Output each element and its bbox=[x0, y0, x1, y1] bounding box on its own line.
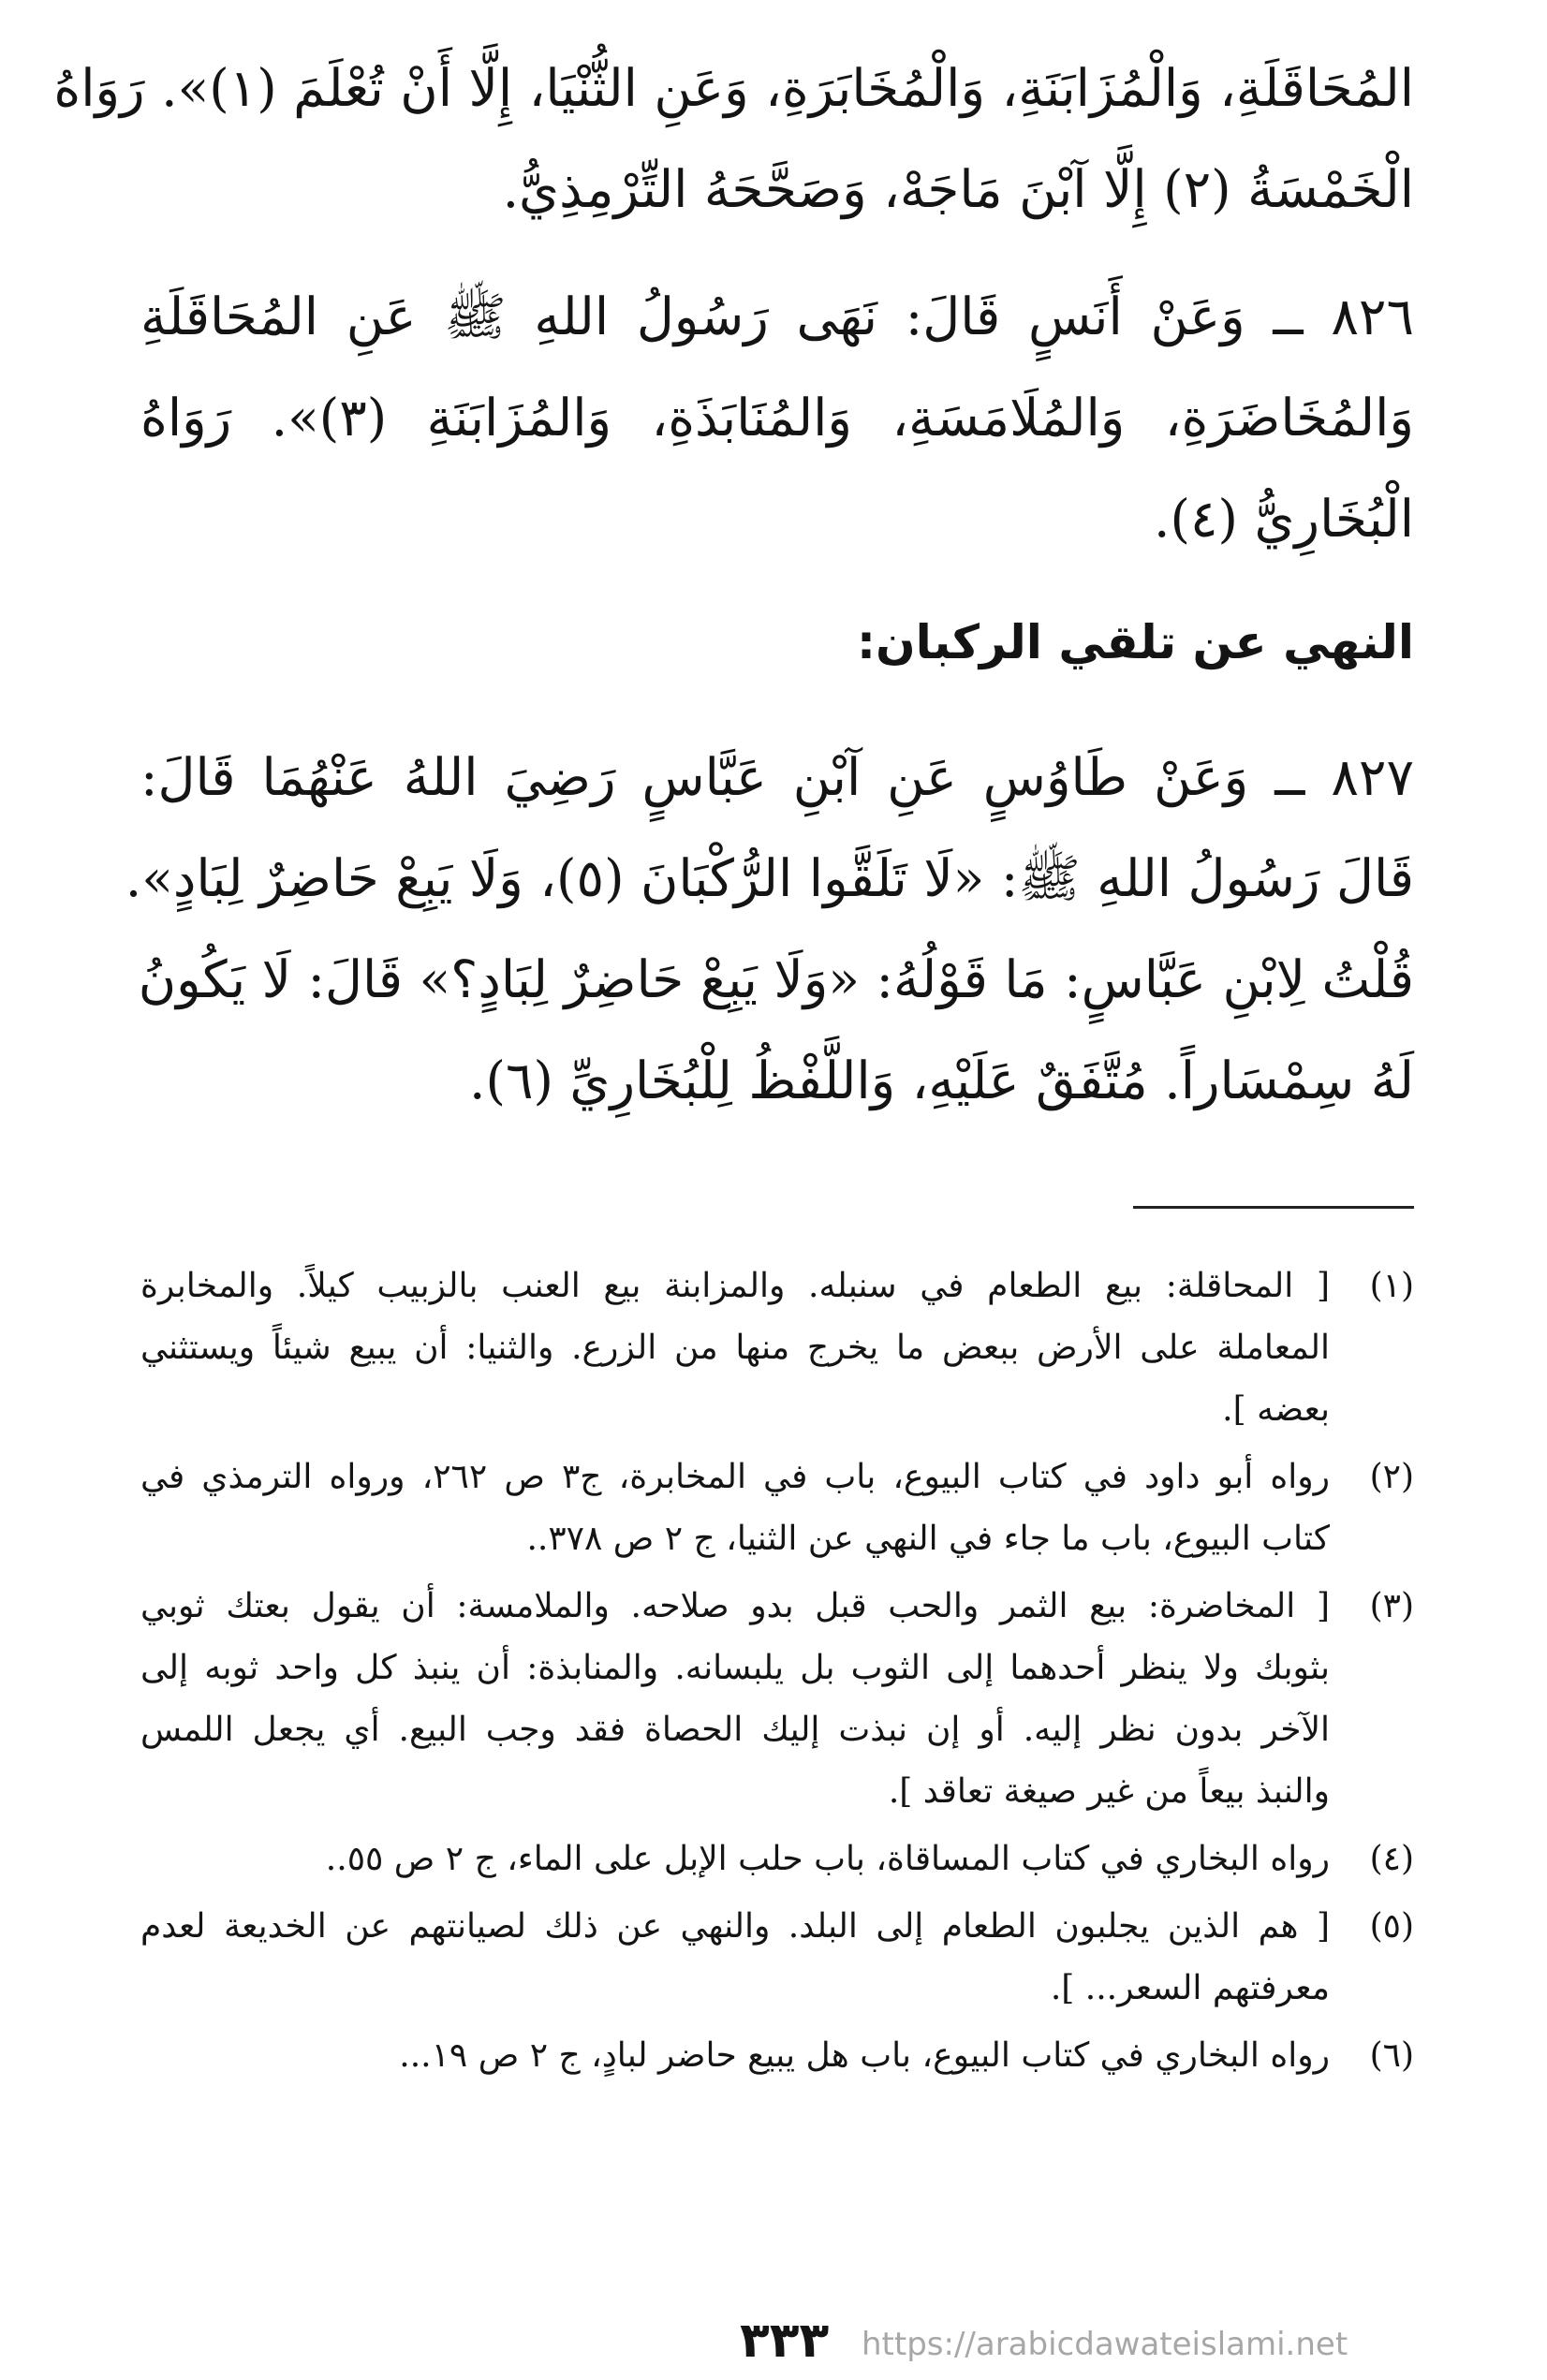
text-line: قَالَ رَسُولُ اللهِ ﷺ: «لَا تَلَقَّوا الرُّكْبَانَ (٥)، وَلَا يَبِعْ حَاضِرٌ لِبَادٍ». bbox=[125, 848, 1414, 908]
footnote-line: بثوبك ولا ينظر أحدهما إلى الثوب بل يلبسانه. والمنابذة: أن ينبذ كل واحد ثوبه إلى bbox=[140, 1649, 1330, 1687]
text-line: الْخَمْسَةُ (٢) إِلَّا آبْنَ مَاجَهْ، وَصَحَّحَهُ التِّرْمِذِيُّ. bbox=[502, 159, 1414, 219]
footnote-5 bbox=[140, 1896, 1414, 2020]
footnote-line: [ المحاقلة: بيع الطعام في سنبله. والمزابنة بيع العنب بالزبيب كيلاً. والمخابرة bbox=[140, 1267, 1330, 1305]
text-line: قُلْتُ لِابْنِ عَبَّاسٍ: مَا قَوْلُهُ: «وَلَا يَبِعْ حَاضِرٌ لِبَادٍ؟» قَالَ: لَا يَكُونُ bbox=[138, 949, 1414, 1009]
text-line: ٨٢٦ ــ وَعَنْ أَنَسٍ قَالَ: نَهَى رَسُولُ اللهِ ﷺ عَنِ المُحَاقَلَةِ bbox=[140, 286, 1414, 346]
footnote-number: (٣) bbox=[1369, 1587, 1414, 1625]
footnote-4 bbox=[140, 1829, 1414, 1890]
footnote-number: (١) bbox=[1369, 1267, 1414, 1305]
footnote-line: كتاب البيوع، باب ما جاء في النهي عن الثنيا، ج ٢ ص ٣٧٨.. bbox=[526, 1520, 1330, 1558]
footnote-divider bbox=[1133, 1206, 1414, 1209]
footnote-line: المعاملة على الأرض ببعض ما يخرج منها من الزرع. والثنيا: أن يبيع شيئاً ويستثني bbox=[140, 1329, 1330, 1367]
footnote-line: والنبذ بيعاً من غير صيغة تعاقد ]. bbox=[888, 1772, 1330, 1811]
footnote-line: معرفتهم السعر... ]. bbox=[1050, 1969, 1330, 2007]
text-line: ٨٢٧ ــ وَعَنْ طَاوُسٍ عَنِ آبْنِ عَبَّاسٍ رَضِيَ اللهُ عَنْهُمَا قَالَ: bbox=[140, 747, 1414, 807]
hadith-825-tail bbox=[53, 37, 1414, 240]
footnote-number: (٥) bbox=[1369, 1907, 1414, 1946]
footnote-line: الآخر بدون نظر إليه. أو إن نبذت إليك الحصاة فقد وجب البيع. أي يجعل اللمس bbox=[140, 1711, 1330, 1749]
footnotes bbox=[140, 1256, 1414, 2087]
footnote-line: بعضه ]. bbox=[1222, 1390, 1330, 1429]
footnote-line: [ هم الذين يجلبون الطعام إلى البلد. والنهي عن ذلك لصيانتهم عن الخديعة لعدم bbox=[140, 1907, 1330, 1946]
footnote-line: رواه أبو داود في كتاب البيوع، باب في المخابرة، ج٣ ص ٢٦٢، ورواه الترمذي في bbox=[140, 1458, 1330, 1496]
footnote-2 bbox=[140, 1447, 1414, 1570]
footnote-number: (٤) bbox=[1369, 1840, 1414, 1878]
page-footer bbox=[140, 2313, 1414, 2369]
text-line: وَالمُخَاضَرَةِ، وَالمُلَامَسَةِ، وَالمُنَابَذَةِ، وَالمُزَابَنَةِ (٣)». رَوَاهُ bbox=[140, 388, 1414, 448]
hadith-827 bbox=[125, 727, 1414, 1131]
footnote-6 bbox=[140, 2025, 1414, 2087]
footnote-line: رواه البخاري في كتاب المساقاة، باب حلب الإبل على الماء، ج ٢ ص ٥٥.. bbox=[325, 1840, 1330, 1878]
footnote-line: [ المخاضرة: بيع الثمر والحب قبل بدو صلاحه. والملامسة: أن يقول بعتك ثوبي bbox=[140, 1587, 1330, 1625]
footnote-3 bbox=[140, 1576, 1414, 1823]
watermark-url: https://arabicdawateislami.net bbox=[862, 2326, 1348, 2363]
text-line: لَهُ سِمْسَاراً. مُتَّفَقٌ عَلَيْهِ، وَاللَّفْظُ لِلْبُخَارِيِّ (٦). bbox=[468, 1050, 1414, 1110]
text-line: المُحَاقَلَةِ، وَالْمُزَابَنَةِ، وَالْمُخَابَرَةِ، وَعَنِ الثُّنْيَا، إِلَّا أَنْ تُعْلَمَ (١)». رَوَاهُ bbox=[53, 58, 1414, 118]
footnote-1 bbox=[140, 1256, 1414, 1441]
page-number: ٣٣٣ bbox=[740, 2313, 830, 2369]
footnote-number: (٦) bbox=[1369, 2036, 1414, 2075]
hadith-826 bbox=[140, 266, 1414, 569]
book-page bbox=[53, 37, 1414, 2322]
text-line: الْبُخَارِيُّ (٤). bbox=[1154, 489, 1414, 549]
footnote-line: رواه البخاري في كتاب البيوع، باب هل يبيع حاضر لبادٍ، ج ٢ ص ١٩... bbox=[399, 2036, 1330, 2075]
footnote-number: (٢) bbox=[1369, 1458, 1414, 1496]
section-heading: النهي عن تلقي الركبان: bbox=[857, 615, 1414, 669]
